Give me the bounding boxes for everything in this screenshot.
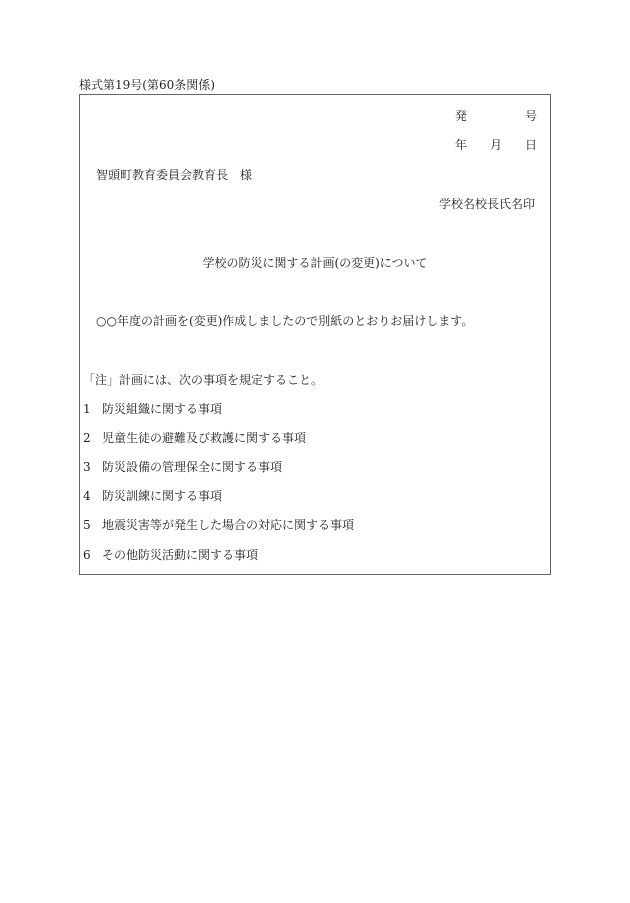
issue-hatsu: 発 <box>455 109 468 123</box>
item-number: 1 <box>83 402 91 416</box>
list-item: 児童生徒の避難及び救護に関する事項 <box>102 431 307 445</box>
note-heading: 「注」計画には、次の事項を規定すること。 <box>83 373 324 387</box>
item-number: 4 <box>83 489 91 503</box>
item-number: 5 <box>83 518 91 532</box>
list-item: 地震災害等が発生した場合の対応に関する事項 <box>102 518 355 532</box>
list-item: 防災設備の管理保全に関する事項 <box>102 460 283 474</box>
item-number: 6 <box>83 548 91 562</box>
list-item: 防災組織に関する事項 <box>102 402 223 416</box>
date-month: 月 <box>490 138 503 152</box>
document-title: 学校の防災に関する計画(の変更)について <box>202 256 428 270</box>
item-number: 3 <box>83 460 91 474</box>
sender: 学校名校長氏名印 <box>438 197 535 211</box>
item-number: 2 <box>83 431 91 445</box>
date-day: 日 <box>525 138 538 152</box>
list-item: 防災訓練に関する事項 <box>102 489 223 503</box>
body-text: ○○年度の計画を(変更)作成しましたので別紙のとおりお届けします。 <box>96 314 474 328</box>
issue-go: 号 <box>525 109 538 123</box>
addressee: 智頭町教育委員会教育長 様 <box>96 168 253 182</box>
list-item: その他防災活動に関する事項 <box>102 548 259 562</box>
date-year: 年 <box>455 138 468 152</box>
form-label: 様式第19号(第60条関係) <box>79 78 215 92</box>
